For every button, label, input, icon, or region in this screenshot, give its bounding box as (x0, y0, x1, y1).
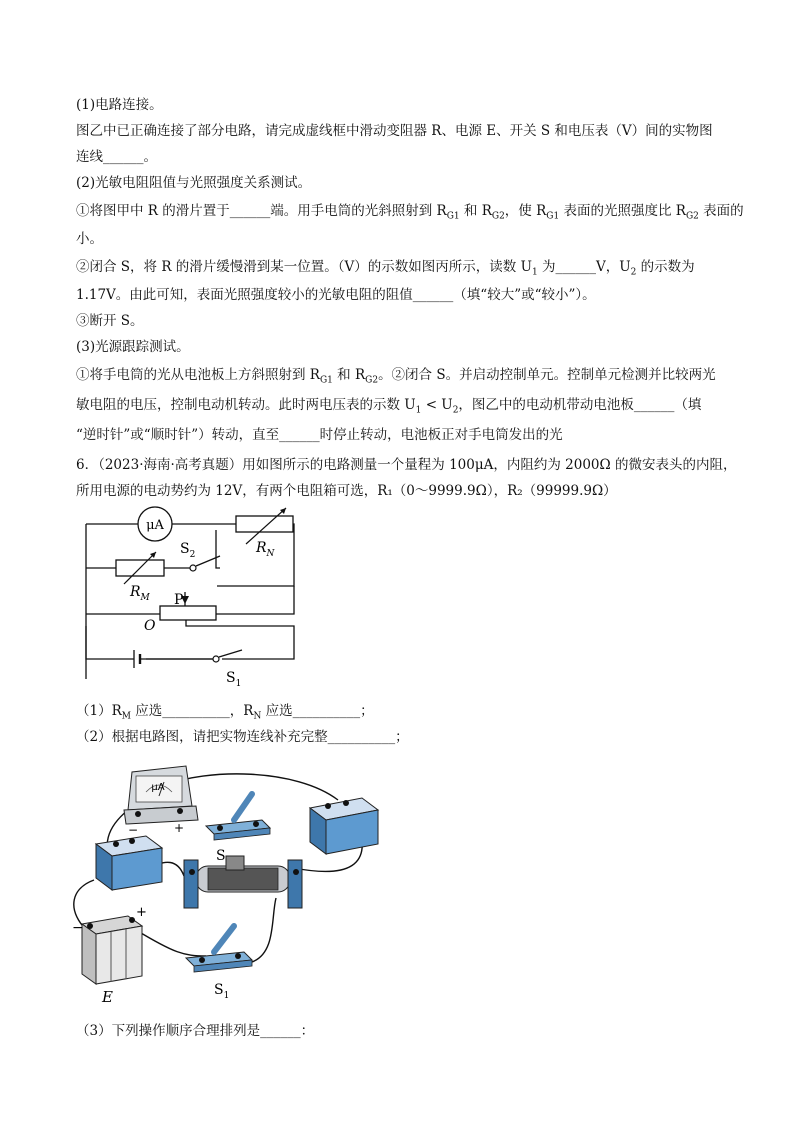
battery-pack (72, 905, 147, 1006)
subscript: 2 (452, 405, 459, 416)
meter-minus-label: − (128, 823, 139, 837)
text-span: 敏电阻的电压，控制电动机转动。此时两电压表的示数 U (76, 397, 416, 413)
subscript: G2 (685, 211, 699, 222)
slide-rheostat-device (184, 856, 302, 908)
text-span: ，使 R (504, 203, 547, 219)
switch-s2-label: S (216, 848, 226, 864)
text-span: ②闭合 S，将 R 的滑片缓慢滑到某一位置。（V）的示数如图丙所示，读数 U (76, 259, 532, 275)
microammeter-device (124, 766, 198, 837)
apparatus-illustration (66, 748, 396, 1010)
text-span: ，图乙中的电动机带动电池板______（填 (458, 397, 702, 413)
text-span: ①将图甲中 R 的滑片置于______端。用手电筒的光斜照射到 R (76, 203, 447, 219)
text-span: 的示数为 (636, 259, 695, 275)
resistor-rn-label: $R_N$ (256, 540, 275, 559)
text-span: 。②闭合 S。并启动控制单元。控制单元检测并比较两光 (378, 367, 716, 383)
subscript: N (253, 711, 262, 722)
text-line: 小。 (76, 231, 103, 247)
question-part-1 (76, 702, 374, 726)
slide-rheostat (160, 606, 216, 620)
subscript: G1 (319, 375, 333, 386)
text-line: ③断开 S。 (76, 313, 144, 329)
text-span: < U (421, 397, 453, 413)
text-span: 表面的 (698, 203, 744, 219)
text-span: 表面的光照强度比 R (559, 203, 686, 219)
circuit-diagram (76, 504, 326, 694)
point-o-label: O (144, 618, 156, 634)
question-part-3: （3）下列操作顺序合理排列是______： (76, 1023, 315, 1039)
switch-s1-contact (213, 656, 219, 662)
switch-s1-label: $S_1$ (226, 670, 242, 689)
text-span: 应选__________； (261, 703, 374, 719)
question-part-2: （2）根据电路图，请把实物连线补充完整__________； (76, 729, 409, 745)
text-line: (3)光源跟踪测试。 (76, 339, 190, 355)
resistance-box-left (96, 836, 162, 890)
subscript: 1 (531, 267, 538, 278)
resistance-box-right (310, 798, 378, 854)
subscript: M (121, 711, 131, 722)
resistor-rn (236, 516, 293, 532)
text-line (76, 202, 744, 226)
switch-s2-label: $S_2$ (180, 541, 196, 560)
text-line: (2)光敏电阻阻值与光照强度关系测试。 (76, 175, 312, 191)
text-span: 和 R (459, 203, 492, 219)
subscript: G2 (365, 375, 379, 386)
battery-plus-label: + (136, 905, 147, 920)
text-span: 和 R (332, 367, 366, 383)
question-6-line: 所用电源的电动势约为 12V，有两个电阻箱可选，R₁（0～9999.9Ω），R₂（99999.9Ω） (76, 483, 617, 499)
text-span: 为______V，U (537, 259, 631, 275)
battery-e-label: E (102, 988, 113, 1006)
battery-minus-label: − (72, 920, 84, 936)
switch-s1-label: $S_1$ (214, 982, 230, 1001)
text-line (76, 258, 695, 282)
resistor-rm-label: $R_M$ (130, 584, 150, 603)
switch-s2-contact (190, 565, 196, 571)
text-span: 应选__________，R (130, 703, 254, 719)
meter-face-label: μA (151, 782, 165, 793)
text-line: 1.17V。由此可知，表面光照强度较小的光敏电阻的阻值______（填“较大”或“较小”）。 (76, 287, 596, 303)
microammeter-label: μA (146, 518, 164, 533)
text-line: “逆时针”或“顺时针”）转动，直至______时停止转动，电池板正对手电筒发出的光 (76, 427, 563, 443)
text-line (76, 396, 701, 420)
switch-s1-device (186, 926, 252, 1001)
text-line: 图乙中已正确连接了部分电路，请完成虚线框中滑动变阻器 R、电源 E、开关 S 和电压表（V）间的实物图 (76, 123, 713, 139)
slider-p-label: P (174, 592, 184, 608)
subscript: G1 (446, 211, 460, 222)
subscript: G1 (546, 211, 560, 222)
subscript: 2 (630, 267, 637, 278)
meter-plus-label: + (174, 821, 185, 835)
subscript: G2 (491, 211, 505, 222)
text-span: （1）R (76, 703, 122, 719)
text-line (76, 366, 716, 390)
question-6-line: 6．（2023·海南·高考真题）用如图所示的电路测量一个量程为 100μA，内阻约为 2000Ω 的微安表头的内阻， (76, 457, 737, 473)
subscript: 1 (415, 405, 422, 416)
text-span: ①将手电筒的光从电池板上方斜照射到 R (76, 367, 320, 383)
text-line: (1)电路连接。 (76, 97, 163, 113)
text-line: 连线______。 (76, 149, 157, 165)
